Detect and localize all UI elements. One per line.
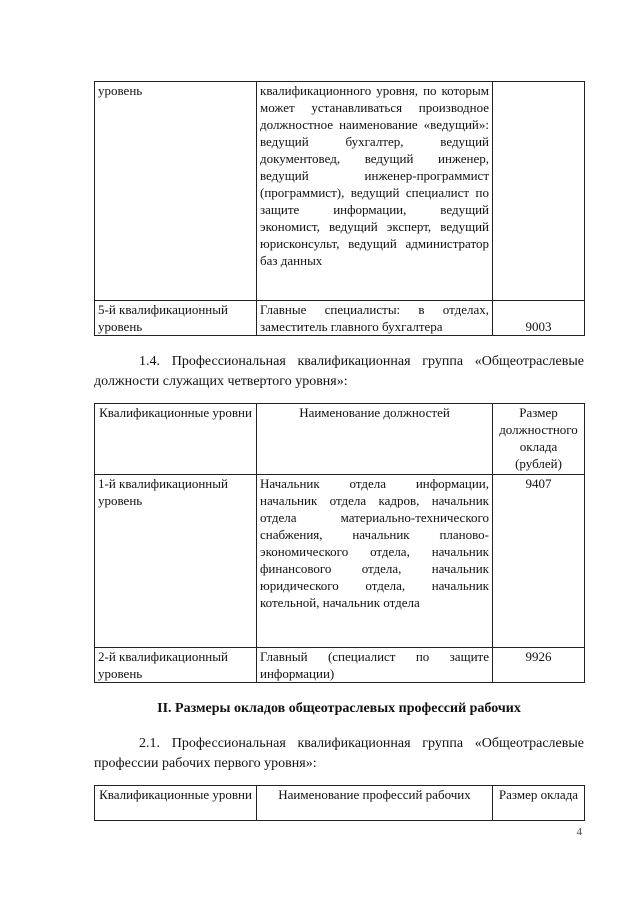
table-row <box>95 82 585 301</box>
level-cell <box>95 648 257 683</box>
salary-table-workers <box>94 785 585 821</box>
header-levels-text: Квалификационные уровни <box>99 787 252 802</box>
salary-table-continued <box>94 81 585 336</box>
positions-cell <box>257 475 493 648</box>
positions-text: Главные специалисты: в отделах, заместитель главного бухгалтера <box>260 302 489 334</box>
section-2-1-paragraph: 2.1. Профессиональная квалификационная группа «Общеотраслевые профессии рабочих первого уровня»: <box>94 736 584 771</box>
salary-text: 9407 <box>525 476 552 491</box>
header-salary <box>493 786 585 821</box>
positions-cell <box>257 648 493 683</box>
header-levels <box>95 404 257 475</box>
salary-cell <box>493 82 585 301</box>
header-positions-text: Наименование должностей <box>299 405 450 420</box>
table-row <box>95 301 585 336</box>
level-text: 1-й квалификационный уровень <box>98 476 228 508</box>
level-text: 2-й квалификационный уровень <box>98 649 228 681</box>
positions-text: Начальник отдела информации, начальник отдела кадров, начальник отдела материально-технического снабжения, начальник планово-экономического отдела, начальник финансового отдела, начальник юридического отдела, начальник котельной, начальник отдела <box>260 476 489 610</box>
header-positions-text: Наименование профессий рабочих <box>278 787 471 802</box>
table-header-row <box>95 404 585 475</box>
level-text: уровень <box>98 83 143 98</box>
positions-cell <box>257 301 493 336</box>
positions-text: квалификационного уровня, по которым может устанавливаться производное должностное наименование «ведущий»: ведущий бухгалтер, ведущий документовед, ведущий инженер, ведущий инженер-программист (программист), ведущий специалист по защите информации, ведущий экономист, ведущий эксперт, ведущий юрисконсульт, ведущий администратор баз данных <box>260 83 489 268</box>
salary-text: 9003 <box>525 319 552 334</box>
level-cell <box>95 82 257 301</box>
header-salary <box>493 404 585 475</box>
salary-cell <box>493 648 585 683</box>
header-positions <box>257 786 493 821</box>
salary-text: 9926 <box>525 649 552 664</box>
header-salary-text: Размер оклада <box>498 787 579 802</box>
table-row <box>95 648 585 683</box>
header-salary-text: Размер должностного оклада (рублей) <box>499 405 578 471</box>
salary-cell <box>493 301 585 336</box>
header-positions <box>257 404 493 475</box>
salary-cell <box>493 475 585 648</box>
table-header-row <box>95 786 585 821</box>
page-number: 4 <box>576 826 582 838</box>
section-1-4-paragraph: 1.4. Профессиональная квалификационная группа «Общеотраслевые должности служащих четвертого уровня»: <box>94 354 584 389</box>
header-levels <box>95 786 257 821</box>
level-text: 5-й квалификационный уровень <box>98 302 228 334</box>
positions-text: Главный (специалист по защите информации) <box>260 649 489 681</box>
salary-table-fourth-level <box>94 403 585 683</box>
level-cell <box>95 475 257 648</box>
table-row <box>95 475 585 648</box>
level-cell <box>95 301 257 336</box>
header-levels-text: Квалификационные уровни <box>99 405 252 420</box>
section-2-heading: II. Размеры окладов общеотраслевых профессий рабочих <box>157 701 521 716</box>
positions-cell <box>257 82 493 301</box>
